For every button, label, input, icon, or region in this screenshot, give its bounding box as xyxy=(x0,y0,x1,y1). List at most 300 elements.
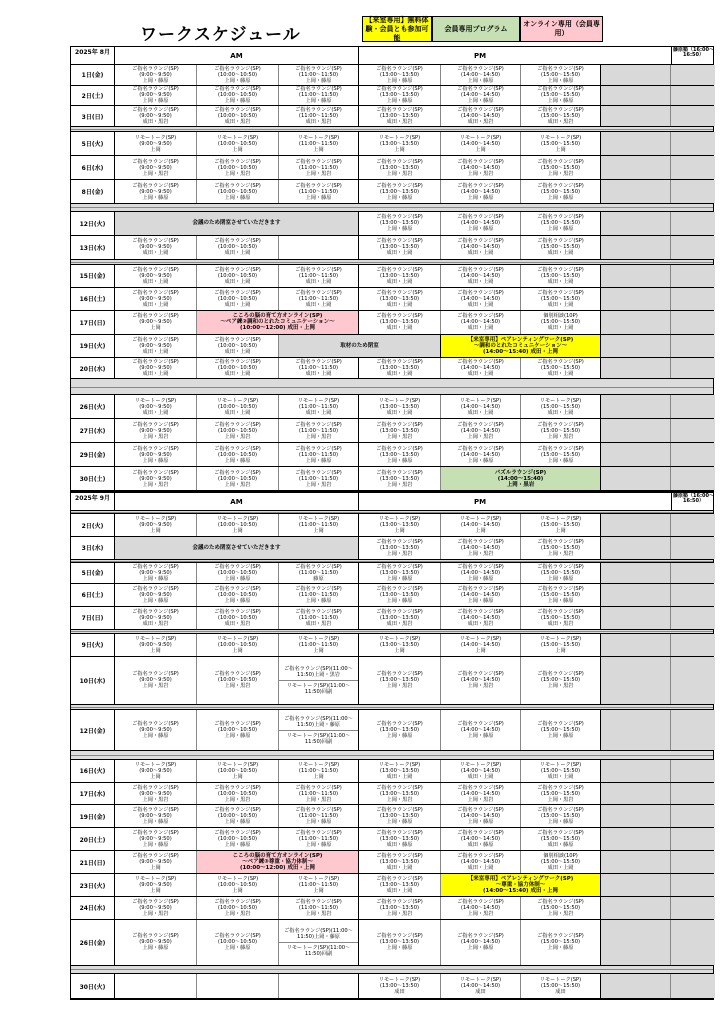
session-cell[interactable] xyxy=(521,851,601,873)
cell-line: 上岡 xyxy=(313,647,324,654)
session-cell[interactable] xyxy=(359,395,441,418)
session-cell[interactable] xyxy=(359,634,441,656)
session-cell[interactable] xyxy=(521,974,601,998)
session-cell[interactable] xyxy=(359,288,441,310)
session-cell[interactable] xyxy=(197,607,279,629)
session-cell[interactable] xyxy=(441,828,521,850)
session-cell[interactable] xyxy=(521,657,601,704)
session-cell[interactable] xyxy=(197,132,279,155)
session-cell[interactable] xyxy=(359,265,441,287)
cell-line: ご指名ラウンジ(SP) xyxy=(457,853,504,860)
session-cell[interactable] xyxy=(521,236,601,259)
cell-line: リモートーク(SP) xyxy=(297,134,340,141)
cell-line: (13:00〜13:50) xyxy=(379,859,420,866)
day-label: 10日(水) xyxy=(71,657,115,704)
cell-line: 上岡・黒岩 xyxy=(142,796,169,803)
session-cell[interactable] xyxy=(521,897,601,919)
session-cell[interactable] xyxy=(521,86,601,106)
session-cell[interactable] xyxy=(359,920,441,965)
session-cell[interactable] xyxy=(441,443,521,466)
cell-line: ご指名ラウンジ(SP) xyxy=(132,359,179,366)
table-row xyxy=(71,212,713,236)
session-cell[interactable] xyxy=(115,288,197,310)
session-cell[interactable] xyxy=(359,897,441,919)
cell-line: (13:00〜13:50) xyxy=(379,544,420,551)
cell-line: 上岡・藤原 xyxy=(142,597,169,604)
cell-line: (11:00〜11:50) xyxy=(298,813,339,820)
session-cell[interactable] xyxy=(441,106,521,126)
session-lower[interactable] xyxy=(279,733,358,745)
cell-line: (15:00〜15:50) xyxy=(540,544,581,551)
session-cell[interactable] xyxy=(279,419,359,442)
cell-line: (9:00〜9:50) xyxy=(139,451,172,458)
evening-slot xyxy=(601,805,671,827)
session-cell[interactable] xyxy=(115,236,197,259)
session-cell[interactable] xyxy=(279,467,359,490)
day-label: 6日(水) xyxy=(71,156,115,179)
cell-line: (14:00〜14:50) xyxy=(460,71,501,78)
table-row xyxy=(71,443,713,467)
session-cell[interactable] xyxy=(115,358,197,378)
session-cell[interactable] xyxy=(441,65,521,85)
session-cell[interactable] xyxy=(521,311,601,334)
session-cell[interactable] xyxy=(197,358,279,378)
session-cell[interactable] xyxy=(279,920,359,965)
session-cell[interactable] xyxy=(279,132,359,155)
session-cell[interactable] xyxy=(279,443,359,466)
session-cell[interactable] xyxy=(441,634,521,656)
session-cell[interactable] xyxy=(115,760,197,782)
session-cell[interactable] xyxy=(441,897,521,919)
cell-line: 上岡・黒岩 xyxy=(467,433,494,440)
cell-line: ご指名ラウンジ(SP) xyxy=(132,313,179,320)
session-cell[interactable] xyxy=(197,563,279,583)
session-cell[interactable] xyxy=(197,584,279,606)
cell-line: (14:00〜14:50) xyxy=(460,767,501,774)
session-cell[interactable] xyxy=(279,805,359,827)
fujiwara-slot xyxy=(671,156,715,179)
session-cell[interactable] xyxy=(279,563,359,583)
session-cell[interactable] xyxy=(197,65,279,85)
session-cell[interactable] xyxy=(115,180,197,203)
session-cell[interactable] xyxy=(115,897,197,919)
session-cell[interactable] xyxy=(115,584,197,606)
cell-line: 成田・上岡 xyxy=(386,865,413,872)
cell-line: ご指名ラウンジ(SP) xyxy=(457,238,504,245)
session-cell[interactable] xyxy=(521,514,601,536)
session-cell[interactable] xyxy=(197,86,279,106)
session-cell[interactable] xyxy=(197,897,279,919)
session-cell[interactable] xyxy=(359,974,441,998)
cell-line: ご指名ラウンジ(SP) xyxy=(457,563,504,570)
session-cell[interactable] xyxy=(521,443,601,466)
session-cell[interactable] xyxy=(279,874,359,896)
page-title: ワークスケジュール xyxy=(140,25,301,45)
session-cell[interactable] xyxy=(441,584,521,606)
table-header xyxy=(71,493,713,511)
cell-line: 上岡・藤原 xyxy=(224,945,251,952)
cell-line: ご指名ラウンジ(SP) xyxy=(457,158,504,165)
cell-line: ご指名ラウンジ(SP) xyxy=(457,830,504,837)
cell-line: ご指名ラウンジ(SP) xyxy=(214,933,261,940)
session-cell[interactable] xyxy=(197,395,279,418)
session-cell[interactable] xyxy=(115,563,197,583)
cell-line: 成田・上岡 xyxy=(467,250,494,257)
cell-line: (9:00〜9:50) xyxy=(139,140,172,147)
cell-line: (13:00〜13:50) xyxy=(379,365,420,372)
cell-line: 成田・黒岩 xyxy=(386,620,413,627)
session-cell[interactable] xyxy=(115,805,197,827)
session-cell[interactable] xyxy=(441,783,521,805)
evening-slot xyxy=(601,710,671,751)
session-cell[interactable] xyxy=(521,920,601,965)
cell-line: (14:00〜14:50) xyxy=(460,319,501,326)
cell-line: リモートーク(SP) xyxy=(134,134,177,141)
session-cell[interactable] xyxy=(441,607,521,629)
session-cell[interactable] xyxy=(359,657,441,704)
session-cell[interactable] xyxy=(115,311,197,334)
am-header: AM xyxy=(115,47,359,64)
cell-line: ご指名ラウンジ(SP) xyxy=(537,182,584,189)
session-cell[interactable] xyxy=(197,443,279,466)
session-cell[interactable] xyxy=(279,106,359,126)
session-cell[interactable] xyxy=(359,212,441,235)
session-cell[interactable] xyxy=(279,584,359,606)
cell-line: ご指名ラウンジ(SP) xyxy=(132,671,179,678)
cell-line: ご指名ラウンジ(SP) xyxy=(295,585,342,592)
cell-line: 上岡・藤原 xyxy=(547,733,574,740)
session-cell[interactable] xyxy=(197,710,279,751)
session-cell[interactable] xyxy=(521,65,601,85)
session-cell[interactable] xyxy=(197,920,279,965)
session-cell[interactable] xyxy=(115,265,197,287)
visitor-session[interactable] xyxy=(441,874,601,896)
session-cell[interactable] xyxy=(441,265,521,287)
session-cell[interactable] xyxy=(521,634,601,656)
session-cell[interactable] xyxy=(197,180,279,203)
session-cell[interactable] xyxy=(359,236,441,259)
cell-line: ご指名ラウンジ(SP) xyxy=(457,421,504,428)
session-cell[interactable] xyxy=(359,563,441,583)
session-cell[interactable] xyxy=(197,828,279,850)
session-cell[interactable] xyxy=(115,874,197,896)
session-cell[interactable] xyxy=(115,634,197,656)
session-cell[interactable] xyxy=(441,212,521,235)
schedule-august xyxy=(70,46,714,492)
session-cell[interactable] xyxy=(521,395,601,418)
session-cell[interactable] xyxy=(521,805,601,827)
cell-line: ご指名ラウンジ(SP) xyxy=(376,784,423,791)
cell-line: ご指名ラウンジ(SP) xyxy=(537,65,584,72)
session-upper[interactable] xyxy=(279,716,358,731)
table-row xyxy=(71,760,713,783)
cell-line: 成田・上岡 xyxy=(305,301,332,308)
session-cell[interactable] xyxy=(115,65,197,85)
cell-line: 上岡・藤原 xyxy=(467,597,494,604)
session-cell[interactable] xyxy=(279,760,359,782)
session-cell[interactable] xyxy=(441,132,521,155)
session-cell[interactable] xyxy=(197,236,279,259)
session-cell[interactable] xyxy=(359,180,441,203)
cell-line: ご指名ラウンジ(SP) xyxy=(295,563,342,570)
session-cell[interactable] xyxy=(279,288,359,310)
cell-line: (11:00〜11:50) xyxy=(298,403,339,410)
cell-line: ご指名ラウンジ(SP) xyxy=(537,238,584,245)
cell-line: 上岡・藤原 xyxy=(224,819,251,826)
session-cell[interactable] xyxy=(279,783,359,805)
session-cell[interactable] xyxy=(197,419,279,442)
session-cell[interactable] xyxy=(359,156,441,179)
session-cell[interactable] xyxy=(521,419,601,442)
day-label: 1日(金) xyxy=(71,65,115,85)
session-cell[interactable] xyxy=(279,358,359,378)
session-cell[interactable] xyxy=(441,288,521,310)
cell-line: 成田・上岡 xyxy=(386,773,413,780)
session-cell[interactable] xyxy=(521,156,601,179)
cell-line: ご指名ラウンジ(SP) xyxy=(537,86,584,93)
session-cell[interactable] xyxy=(115,419,197,442)
day-label: 2日(土) xyxy=(71,86,115,106)
session-cell[interactable] xyxy=(279,828,359,850)
cell-line: (13:00〜13:50) xyxy=(379,427,420,434)
session-cell[interactable] xyxy=(359,86,441,106)
online-session[interactable] xyxy=(197,311,359,334)
cell-line: ご指名ラウンジ(SP) xyxy=(132,65,179,72)
cell-line: (15:00〜15:50) xyxy=(540,92,581,99)
session-cell[interactable] xyxy=(115,851,197,873)
session-cell[interactable] xyxy=(441,236,521,259)
session-cell[interactable] xyxy=(441,86,521,106)
session-cell[interactable] xyxy=(115,106,197,126)
cell-line: (14:00〜14:50) xyxy=(460,591,501,598)
session-cell[interactable] xyxy=(115,783,197,805)
session-cell[interactable] xyxy=(197,288,279,310)
session-cell[interactable] xyxy=(521,358,601,378)
session-cell[interactable] xyxy=(279,710,359,751)
fujiwara-slot xyxy=(671,851,715,873)
online-session[interactable] xyxy=(197,851,359,873)
session-cell[interactable] xyxy=(197,874,279,896)
session-cell[interactable] xyxy=(115,395,197,418)
session-cell[interactable] xyxy=(441,419,521,442)
session-cell[interactable] xyxy=(279,156,359,179)
session-cell[interactable] xyxy=(279,607,359,629)
session-cell[interactable] xyxy=(521,132,601,155)
session-cell[interactable] xyxy=(279,514,359,536)
cell-line: ご指名ラウンジ(SP) xyxy=(457,784,504,791)
day-label: 2日(火) xyxy=(71,514,115,536)
cell-line: ご指名ラウンジ(SP) xyxy=(376,933,423,940)
cell-line: 成田・上岡 xyxy=(547,250,574,257)
cell-line: 上岡・藤原 xyxy=(224,194,251,201)
fujiwara-slot xyxy=(671,395,715,418)
session-cell[interactable] xyxy=(359,467,441,490)
table-row xyxy=(71,537,713,560)
cell-line: 上岡・藤原 xyxy=(386,194,413,201)
cell-line: 上岡・黒岩 xyxy=(547,433,574,440)
session-cell[interactable] xyxy=(197,783,279,805)
cell-line: ご指名ラウンジ(SP) xyxy=(295,289,342,296)
session-cell[interactable] xyxy=(197,265,279,287)
cell-line: ご指名ラウンジ(SP) xyxy=(537,807,584,814)
cell-line: (13:00〜13:50) xyxy=(379,904,420,911)
session-cell[interactable] xyxy=(359,851,441,873)
session-cell[interactable] xyxy=(197,805,279,827)
session-cell[interactable] xyxy=(279,65,359,85)
session-cell[interactable] xyxy=(521,288,601,310)
cell-line: (13:00〜13:50) xyxy=(379,569,420,576)
session-cell[interactable] xyxy=(115,86,197,106)
session-cell[interactable] xyxy=(441,920,521,965)
session-cell[interactable] xyxy=(441,395,521,418)
session-cell[interactable] xyxy=(115,514,197,536)
session-cell[interactable] xyxy=(197,634,279,656)
evening-slot xyxy=(601,86,671,106)
session-cell[interactable] xyxy=(441,563,521,583)
evening-slot xyxy=(601,514,671,536)
cell-line: リモートーク(SP) xyxy=(459,635,502,642)
session-cell[interactable] xyxy=(279,180,359,203)
session-cell[interactable] xyxy=(441,358,521,378)
cell-line: (15:00〜15:50) xyxy=(540,272,581,279)
session-cell[interactable] xyxy=(279,86,359,106)
session-cell[interactable] xyxy=(115,467,197,490)
session-cell[interactable] xyxy=(359,358,441,378)
cell-line: (10:00〜10:50) xyxy=(217,836,258,843)
cell-line: 成田 xyxy=(475,989,486,995)
session-cell[interactable] xyxy=(359,710,441,751)
cell-line: ご指名ラウンジ(SP) xyxy=(376,585,423,592)
session-cell[interactable] xyxy=(441,805,521,827)
session-cell[interactable] xyxy=(279,395,359,418)
session-cell[interactable] xyxy=(521,563,601,583)
session-cell[interactable] xyxy=(279,634,359,656)
session-cell[interactable] xyxy=(279,265,359,287)
cell-line: ご指名ラウンジ(SP) xyxy=(295,158,342,165)
session-cell[interactable] xyxy=(359,65,441,85)
cell-line: 成田・上岡 xyxy=(224,409,251,416)
member-session[interactable] xyxy=(441,467,601,490)
cell-line: (11:00〜11:50) xyxy=(298,591,339,598)
session-cell[interactable] xyxy=(359,106,441,126)
session-cell xyxy=(115,974,197,998)
session-cell[interactable] xyxy=(441,974,521,998)
session-cell[interactable] xyxy=(197,467,279,490)
cell-line: 上岡・藤原 xyxy=(224,597,251,604)
session-cell[interactable] xyxy=(197,335,279,358)
session-cell[interactable] xyxy=(197,514,279,536)
session-cell[interactable] xyxy=(521,783,601,805)
session-cell[interactable] xyxy=(115,443,197,466)
session-cell[interactable] xyxy=(359,874,441,896)
session-cell[interactable] xyxy=(521,106,601,126)
session-cell[interactable] xyxy=(279,897,359,919)
session-cell[interactable] xyxy=(441,851,521,873)
cell-line: (14:00〜14:50) xyxy=(460,939,501,946)
session-cell[interactable] xyxy=(115,920,197,965)
session-cell[interactable] xyxy=(115,828,197,850)
cell-line: (15:00〜15:50) xyxy=(540,677,581,684)
session-cell[interactable] xyxy=(521,584,601,606)
session-cell[interactable] xyxy=(521,607,601,629)
session-cell[interactable] xyxy=(521,180,601,203)
session-cell[interactable] xyxy=(521,212,601,235)
session-cell[interactable] xyxy=(359,419,441,442)
session-cell[interactable] xyxy=(115,710,197,751)
cell-line: ご指名ラウンジ(SP) xyxy=(214,784,261,791)
session-cell[interactable] xyxy=(441,156,521,179)
cell-line: ご指名ラウンジ(SP) xyxy=(537,830,584,837)
session-cell[interactable] xyxy=(197,106,279,126)
visitor-session[interactable] xyxy=(441,335,601,358)
cell-line: (15:00〜15:50) xyxy=(540,939,581,946)
legend-online: オンライン専用（会員専用） xyxy=(520,16,603,42)
session-lower[interactable] xyxy=(279,683,358,695)
cell-line: (14:00〜14:50) xyxy=(460,113,501,120)
session-cell[interactable] xyxy=(359,132,441,155)
session-cell[interactable] xyxy=(359,584,441,606)
day-label: 27日(水) xyxy=(71,419,115,442)
session-cell[interactable] xyxy=(521,265,601,287)
session-cell[interactable] xyxy=(279,657,359,704)
session-cell[interactable] xyxy=(359,443,441,466)
cell-line: ご指名ラウンジ(SP) xyxy=(132,830,179,837)
session-cell[interactable] xyxy=(197,156,279,179)
cell-line: 成田・上岡 xyxy=(467,773,494,780)
session-cell[interactable] xyxy=(115,156,197,179)
table-row xyxy=(71,584,713,607)
session-cell[interactable] xyxy=(359,805,441,827)
session-cell[interactable] xyxy=(441,537,521,559)
session-cell[interactable] xyxy=(359,783,441,805)
session-upper[interactable] xyxy=(279,666,358,681)
session-cell[interactable] xyxy=(441,311,521,334)
session-cell[interactable] xyxy=(521,760,601,782)
cell-line: 成田・上岡 xyxy=(305,371,332,378)
session-cell[interactable] xyxy=(521,710,601,751)
session-cell[interactable] xyxy=(197,657,279,704)
session-cell[interactable] xyxy=(359,537,441,559)
session-upper[interactable] xyxy=(279,928,358,943)
session-cell[interactable] xyxy=(441,657,521,704)
session-cell[interactable] xyxy=(115,607,197,629)
table-row xyxy=(71,783,713,806)
cell-line: 上岡 xyxy=(232,146,243,153)
cell-line: 成田・上岡 xyxy=(467,865,494,872)
cell-line: (9:00〜9:50) xyxy=(139,882,172,889)
session-cell[interactable] xyxy=(115,335,197,358)
cell-line: (15:00〜15:50) xyxy=(540,641,581,648)
cell-line: 上岡 xyxy=(150,647,161,654)
cell-line: ご指名ラウンジ(SP) xyxy=(295,359,342,366)
table-row xyxy=(71,563,713,584)
session-cell[interactable] xyxy=(115,132,197,155)
session-lower[interactable] xyxy=(279,945,358,957)
session-cell[interactable] xyxy=(521,828,601,850)
session-cell[interactable] xyxy=(197,760,279,782)
session-cell[interactable] xyxy=(359,311,441,334)
session-cell[interactable] xyxy=(359,514,441,536)
session-cell[interactable] xyxy=(115,657,197,704)
session-cell[interactable] xyxy=(359,760,441,782)
session-cell[interactable] xyxy=(441,180,521,203)
session-cell[interactable] xyxy=(441,760,521,782)
session-cell[interactable] xyxy=(521,537,601,559)
session-cell[interactable] xyxy=(359,828,441,850)
session-cell[interactable] xyxy=(441,514,521,536)
session-cell[interactable] xyxy=(359,607,441,629)
session-cell[interactable] xyxy=(441,710,521,751)
